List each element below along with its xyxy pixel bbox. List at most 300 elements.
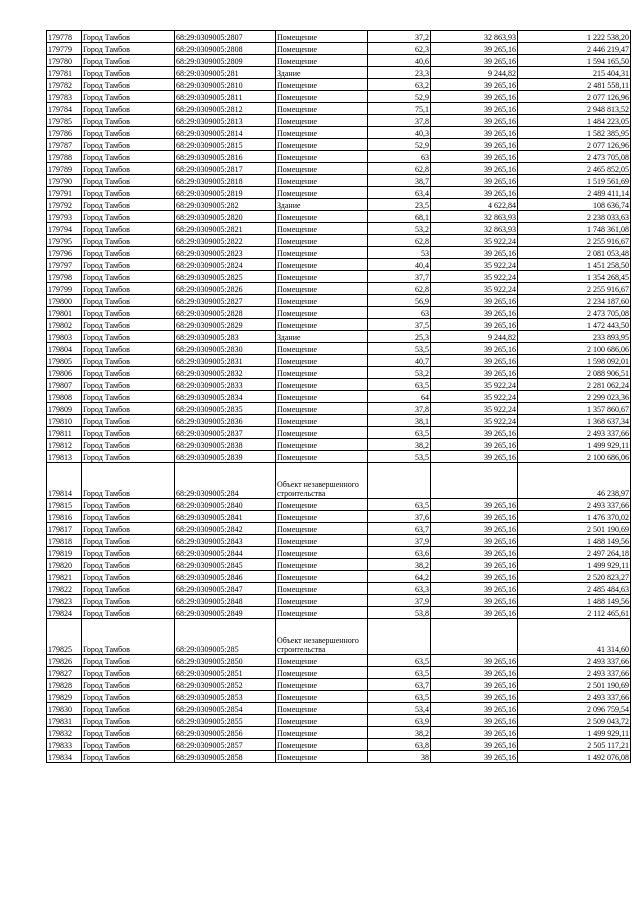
object-type-cell: Помещение (276, 103, 368, 115)
specific-value-cell: 39 265,16 (431, 175, 518, 187)
area-cell: 40,7 (368, 355, 431, 367)
cadastral-value-cell: 2 255 916,67 (518, 283, 631, 295)
cadastral-value-cell: 1 451 258,50 (518, 259, 631, 271)
district-cell: Город Тамбов (82, 739, 175, 751)
table-row (47, 103, 631, 115)
row-number-cell: 179782 (47, 79, 82, 91)
district-cell: Город Тамбов (82, 283, 175, 295)
object-type-cell: Помещение (276, 739, 368, 751)
area-cell: 53,2 (368, 367, 431, 379)
district-cell: Город Тамбов (82, 523, 175, 535)
table-row (47, 271, 631, 283)
object-type-cell: Помещение (276, 583, 368, 595)
object-type-cell: Помещение (276, 367, 368, 379)
specific-value-cell: 39 265,16 (431, 751, 518, 763)
district-cell: Город Тамбов (82, 295, 175, 307)
cadastral-number-cell: 68:29:0309005:2828 (175, 307, 276, 319)
row-number-cell: 179794 (47, 223, 82, 235)
cadastral-value-cell: 2 299 023,36 (518, 391, 631, 403)
cadastral-value-cell: 2 077 126,96 (518, 91, 631, 103)
cadastral-number-cell: 68:29:0309005:2847 (175, 583, 276, 595)
district-cell: Город Тамбов (82, 43, 175, 55)
cadastral-number-cell: 68:29:0309005:2821 (175, 223, 276, 235)
row-number-cell: 179778 (47, 31, 82, 43)
area-cell: 75,1 (368, 103, 431, 115)
cadastral-number-cell: 68:29:0309005:283 (175, 331, 276, 343)
cadastral-number-cell: 68:29:0309005:2812 (175, 103, 276, 115)
table-row (47, 727, 631, 739)
cadastral-number-cell: 68:29:0309005:2822 (175, 235, 276, 247)
object-type-cell: Помещение (276, 535, 368, 547)
cadastral-value-cell: 2 493 337,66 (518, 427, 631, 439)
table-row (47, 283, 631, 295)
cadastral-number-cell: 68:29:0309005:2826 (175, 283, 276, 295)
cadastral-number-cell: 68:29:0309005:2811 (175, 91, 276, 103)
area-cell: 63,5 (368, 691, 431, 703)
area-cell: 63,2 (368, 79, 431, 91)
cadastral-value-cell: 233 893,95 (518, 331, 631, 343)
cadastral-value-cell: 1 368 637,34 (518, 415, 631, 427)
specific-value-cell: 39 265,16 (431, 355, 518, 367)
row-number-cell: 179817 (47, 523, 82, 535)
specific-value-cell: 39 265,16 (431, 319, 518, 331)
district-cell: Город Тамбов (82, 103, 175, 115)
cadastral-value-cell: 2 077 126,96 (518, 139, 631, 151)
cadastral-number-cell: 68:29:0309005:2844 (175, 547, 276, 559)
cadastral-value-cell: 215 404,31 (518, 67, 631, 79)
cadastral-value-cell: 2 473 705,08 (518, 307, 631, 319)
district-cell: Город Тамбов (82, 679, 175, 691)
cadastral-value-cell: 2 255 916,67 (518, 235, 631, 247)
table-row (47, 151, 631, 163)
cadastral-value-cell: 2 473 705,08 (518, 151, 631, 163)
specific-value-cell: 9 244,82 (431, 67, 518, 79)
area-cell: 63,5 (368, 427, 431, 439)
specific-value-cell: 39 265,16 (431, 139, 518, 151)
district-cell: Город Тамбов (82, 223, 175, 235)
cadastral-value-cell: 108 636,74 (518, 199, 631, 211)
table-row (47, 79, 631, 91)
cadastral-value-cell: 2 481 558,11 (518, 79, 631, 91)
area-cell (368, 463, 431, 499)
cadastral-number-cell: 68:29:0309005:2853 (175, 691, 276, 703)
specific-value-cell: 39 265,16 (431, 247, 518, 259)
cadastral-value-cell: 1 354 268,45 (518, 271, 631, 283)
district-cell: Город Тамбов (82, 55, 175, 67)
object-type-cell: Помещение (276, 283, 368, 295)
area-cell: 63 (368, 151, 431, 163)
cadastral-value-cell: 2 112 465,61 (518, 607, 631, 619)
area-cell: 38 (368, 751, 431, 763)
row-number-cell: 179811 (47, 427, 82, 439)
table-row (47, 547, 631, 559)
specific-value-cell: 35 922,24 (431, 415, 518, 427)
table-row (47, 511, 631, 523)
object-type-cell: Помещение (276, 667, 368, 679)
district-cell: Город Тамбов (82, 595, 175, 607)
cadastral-number-cell: 68:29:0309005:2848 (175, 595, 276, 607)
cadastral-number-cell: 68:29:0309005:285 (175, 619, 276, 655)
row-number-cell: 179810 (47, 415, 82, 427)
specific-value-cell: 39 265,16 (431, 523, 518, 535)
table-row (47, 679, 631, 691)
district-cell: Город Тамбов (82, 331, 175, 343)
area-cell: 38,2 (368, 727, 431, 739)
cadastral-number-cell: 68:29:0309005:2837 (175, 427, 276, 439)
district-cell: Город Тамбов (82, 655, 175, 667)
cadastral-value-cell: 1 488 149,56 (518, 595, 631, 607)
cadastral-value-cell: 1 519 561,69 (518, 175, 631, 187)
district-cell: Город Тамбов (82, 751, 175, 763)
area-cell: 37,6 (368, 511, 431, 523)
cadastral-number-cell: 68:29:0309005:2825 (175, 271, 276, 283)
cadastral-number-cell: 68:29:0309005:2845 (175, 559, 276, 571)
table-row (47, 571, 631, 583)
district-cell: Город Тамбов (82, 31, 175, 43)
district-cell: Город Тамбов (82, 415, 175, 427)
object-type-cell: Помещение (276, 499, 368, 511)
row-number-cell: 179804 (47, 343, 82, 355)
table-row (47, 259, 631, 271)
row-number-cell: 179819 (47, 547, 82, 559)
specific-value-cell: 32 863,93 (431, 211, 518, 223)
cadastral-value-cell: 2 096 759,54 (518, 703, 631, 715)
row-number-cell: 179820 (47, 559, 82, 571)
cadastral-value-cell: 2 497 264,18 (518, 547, 631, 559)
area-cell: 40,3 (368, 127, 431, 139)
object-type-cell: Помещение (276, 559, 368, 571)
area-cell: 63,7 (368, 679, 431, 691)
district-cell: Город Тамбов (82, 403, 175, 415)
cadastral-number-cell: 68:29:0309005:2855 (175, 715, 276, 727)
district-cell: Город Тамбов (82, 79, 175, 91)
object-type-cell: Помещение (276, 523, 368, 535)
cadastral-value-cell: 2 081 053,48 (518, 247, 631, 259)
district-cell: Город Тамбов (82, 559, 175, 571)
row-number-cell: 179816 (47, 511, 82, 523)
table-row (47, 703, 631, 715)
object-type-cell: Помещение (276, 727, 368, 739)
table-row (47, 427, 631, 439)
specific-value-cell: 39 265,16 (431, 715, 518, 727)
cadastral-number-cell: 68:29:0309005:2850 (175, 655, 276, 667)
cadastral-value-cell: 2 948 813,52 (518, 103, 631, 115)
specific-value-cell: 39 265,16 (431, 583, 518, 595)
row-number-cell: 179800 (47, 295, 82, 307)
specific-value-cell: 39 265,16 (431, 547, 518, 559)
cadastral-value-cell: 1 472 443,50 (518, 319, 631, 331)
specific-value-cell: 39 265,16 (431, 439, 518, 451)
table-row (47, 583, 631, 595)
object-type-cell: Помещение (276, 163, 368, 175)
object-type-cell: Помещение (276, 319, 368, 331)
cadastral-value-cell: 1 582 385,95 (518, 127, 631, 139)
object-type-cell: Помещение (276, 415, 368, 427)
row-number-cell: 179827 (47, 667, 82, 679)
row-number-cell: 179788 (47, 151, 82, 163)
district-cell: Город Тамбов (82, 607, 175, 619)
cadastral-value-cell: 2 501 190,69 (518, 679, 631, 691)
cadastral-value-cell: 2 485 484,63 (518, 583, 631, 595)
row-number-cell: 179783 (47, 91, 82, 103)
district-cell: Город Тамбов (82, 247, 175, 259)
specific-value-cell: 39 265,16 (431, 655, 518, 667)
table-row (47, 439, 631, 451)
object-type-cell: Помещение (276, 307, 368, 319)
area-cell: 37,9 (368, 595, 431, 607)
cadastral-number-cell: 68:29:0309005:2831 (175, 355, 276, 367)
object-type-cell: Помещение (276, 427, 368, 439)
specific-value-cell: 39 265,16 (431, 79, 518, 91)
cadastral-value-cell: 1 499 929,11 (518, 439, 631, 451)
district-cell: Город Тамбов (82, 175, 175, 187)
table-row (47, 451, 631, 463)
row-number-cell: 179812 (47, 439, 82, 451)
district-cell: Город Тамбов (82, 259, 175, 271)
row-number-cell: 179805 (47, 355, 82, 367)
cadastral-value-cell: 1 484 223,05 (518, 115, 631, 127)
cadastral-value-cell: 2 509 043,72 (518, 715, 631, 727)
table-body (47, 31, 631, 763)
district-cell: Город Тамбов (82, 319, 175, 331)
area-cell: 37,8 (368, 403, 431, 415)
cadastral-number-cell: 68:29:0309005:2820 (175, 211, 276, 223)
specific-value-cell: 32 863,93 (431, 223, 518, 235)
specific-value-cell: 32 863,93 (431, 31, 518, 43)
table-row (47, 91, 631, 103)
cadastral-number-cell: 68:29:0309005:2836 (175, 415, 276, 427)
row-number-cell: 179789 (47, 163, 82, 175)
table-row (47, 31, 631, 43)
object-type-cell: Помещение (276, 127, 368, 139)
cadastral-number-cell: 68:29:0309005:2823 (175, 247, 276, 259)
area-cell: 63,7 (368, 523, 431, 535)
table-row (47, 163, 631, 175)
cadastral-value-cell: 2 493 337,66 (518, 691, 631, 703)
area-cell: 53,2 (368, 223, 431, 235)
cadastral-value-cell: 2 446 219,47 (518, 43, 631, 55)
table-row (47, 751, 631, 763)
specific-value-cell: 39 265,16 (431, 367, 518, 379)
row-number-cell: 179833 (47, 739, 82, 751)
table-row (47, 463, 631, 499)
district-cell: Город Тамбов (82, 391, 175, 403)
table-row (47, 295, 631, 307)
district-cell: Город Тамбов (82, 307, 175, 319)
cadastral-value-cell: 1 598 092,01 (518, 355, 631, 367)
object-type-cell: Помещение (276, 391, 368, 403)
district-cell: Город Тамбов (82, 463, 175, 499)
specific-value-cell: 39 265,16 (431, 607, 518, 619)
area-cell: 53,4 (368, 703, 431, 715)
object-type-cell: Помещение (276, 607, 368, 619)
cadastral-number-cell: 68:29:0309005:2818 (175, 175, 276, 187)
object-type-cell: Объект незавершенного строительства (276, 619, 368, 655)
specific-value-cell: 39 265,16 (431, 103, 518, 115)
area-cell: 53,5 (368, 451, 431, 463)
area-cell: 25,3 (368, 331, 431, 343)
object-type-cell: Помещение (276, 355, 368, 367)
area-cell: 63,3 (368, 583, 431, 595)
cadastral-number-cell: 68:29:0309005:2809 (175, 55, 276, 67)
object-type-cell: Помещение (276, 175, 368, 187)
table-row (47, 67, 631, 79)
row-number-cell: 179830 (47, 703, 82, 715)
cadastral-value-cell: 2 088 906,51 (518, 367, 631, 379)
cadastral-number-cell: 68:29:0309005:2858 (175, 751, 276, 763)
cadastral-value-cell: 2 489 411,14 (518, 187, 631, 199)
row-number-cell: 179807 (47, 379, 82, 391)
area-cell: 40,6 (368, 55, 431, 67)
table-row (47, 655, 631, 667)
cadastral-value-cell: 2 493 337,66 (518, 667, 631, 679)
area-cell: 62,8 (368, 235, 431, 247)
area-cell: 62,8 (368, 163, 431, 175)
area-cell: 63,4 (368, 187, 431, 199)
specific-value-cell: 39 265,16 (431, 163, 518, 175)
object-type-cell: Помещение (276, 403, 368, 415)
object-type-cell: Помещение (276, 511, 368, 523)
table-row (47, 247, 631, 259)
object-type-cell: Помещение (276, 595, 368, 607)
object-type-cell: Помещение (276, 211, 368, 223)
specific-value-cell: 39 265,16 (431, 343, 518, 355)
table-row (47, 175, 631, 187)
cadastral-value-cell: 46 238,97 (518, 463, 631, 499)
cadastral-number-cell: 68:29:0309005:2816 (175, 151, 276, 163)
area-cell: 37,9 (368, 535, 431, 547)
district-cell: Город Тамбов (82, 691, 175, 703)
row-number-cell: 179790 (47, 175, 82, 187)
table-row (47, 55, 631, 67)
object-type-cell: Помещение (276, 115, 368, 127)
district-cell: Город Тамбов (82, 355, 175, 367)
table-row (47, 199, 631, 211)
object-type-cell: Помещение (276, 187, 368, 199)
cadastral-number-cell: 68:29:0309005:2813 (175, 115, 276, 127)
specific-value-cell: 39 265,16 (431, 187, 518, 199)
cadastral-number-cell: 68:29:0309005:282 (175, 199, 276, 211)
area-cell: 38,1 (368, 415, 431, 427)
cadastral-value-cell: 2 100 686,06 (518, 451, 631, 463)
row-number-cell: 179786 (47, 127, 82, 139)
object-type-cell: Помещение (276, 151, 368, 163)
district-cell: Город Тамбов (82, 439, 175, 451)
table-row (47, 319, 631, 331)
object-type-cell: Помещение (276, 439, 368, 451)
specific-value-cell: 39 265,16 (431, 499, 518, 511)
area-cell: 37,8 (368, 115, 431, 127)
specific-value-cell: 39 265,16 (431, 535, 518, 547)
table-row (47, 403, 631, 415)
district-cell: Город Тамбов (82, 703, 175, 715)
object-type-cell: Помещение (276, 691, 368, 703)
cadastral-number-cell: 68:29:0309005:2857 (175, 739, 276, 751)
specific-value-cell: 39 265,16 (431, 571, 518, 583)
object-type-cell: Помещение (276, 223, 368, 235)
area-cell: 23,5 (368, 199, 431, 211)
area-cell: 52,9 (368, 91, 431, 103)
area-cell: 63,5 (368, 499, 431, 511)
district-cell: Город Тамбов (82, 211, 175, 223)
district-cell: Город Тамбов (82, 187, 175, 199)
cadastral-value-cell: 1 499 929,11 (518, 727, 631, 739)
row-number-cell: 179803 (47, 331, 82, 343)
specific-value-cell: 39 265,16 (431, 595, 518, 607)
object-type-cell: Помещение (276, 271, 368, 283)
area-cell: 63 (368, 307, 431, 319)
district-cell: Город Тамбов (82, 427, 175, 439)
district-cell: Город Тамбов (82, 343, 175, 355)
district-cell: Город Тамбов (82, 91, 175, 103)
row-number-cell: 179822 (47, 583, 82, 595)
area-cell: 63,6 (368, 547, 431, 559)
table-row (47, 343, 631, 355)
row-number-cell: 179785 (47, 115, 82, 127)
area-cell: 62,8 (368, 283, 431, 295)
district-cell: Город Тамбов (82, 499, 175, 511)
table-row (47, 43, 631, 55)
object-type-cell: Помещение (276, 247, 368, 259)
object-type-cell: Помещение (276, 79, 368, 91)
cadastral-number-cell: 68:29:0309005:2851 (175, 667, 276, 679)
object-type-cell: Помещение (276, 451, 368, 463)
area-cell: 63,5 (368, 667, 431, 679)
specific-value-cell: 39 265,16 (431, 295, 518, 307)
area-cell: 37,2 (368, 31, 431, 43)
cadastral-value-cell: 2 520 823,27 (518, 571, 631, 583)
area-cell: 38,2 (368, 559, 431, 571)
specific-value-cell: 35 922,24 (431, 259, 518, 271)
specific-value-cell: 4 622,84 (431, 199, 518, 211)
row-number-cell: 179815 (47, 499, 82, 511)
row-number-cell: 179828 (47, 679, 82, 691)
area-cell: 40,4 (368, 259, 431, 271)
cadastral-value-cell: 2 234 187,60 (518, 295, 631, 307)
cadastral-value-cell: 1 748 361,08 (518, 223, 631, 235)
cadastral-value-cell: 1 357 860,67 (518, 403, 631, 415)
table-row (47, 415, 631, 427)
cadastral-number-cell: 68:29:0309005:281 (175, 67, 276, 79)
row-number-cell: 179799 (47, 283, 82, 295)
area-cell: 37,7 (368, 271, 431, 283)
table-row (47, 499, 631, 511)
cadastral-number-cell: 68:29:0309005:284 (175, 463, 276, 499)
district-cell: Город Тамбов (82, 271, 175, 283)
district-cell: Город Тамбов (82, 571, 175, 583)
object-type-cell: Здание (276, 331, 368, 343)
table-row (47, 595, 631, 607)
cadastral-number-cell: 68:29:0309005:2834 (175, 391, 276, 403)
row-number-cell: 179787 (47, 139, 82, 151)
object-type-cell: Объект незавершенного строительства (276, 463, 368, 499)
specific-value-cell: 9 244,82 (431, 331, 518, 343)
object-type-cell: Помещение (276, 571, 368, 583)
cadastral-number-cell: 68:29:0309005:2817 (175, 163, 276, 175)
area-cell: 56,9 (368, 295, 431, 307)
district-cell: Город Тамбов (82, 547, 175, 559)
specific-value-cell: 39 265,16 (431, 559, 518, 571)
cadastral-value-table (46, 30, 631, 763)
row-number-cell: 179781 (47, 67, 82, 79)
table-row (47, 139, 631, 151)
object-type-cell: Помещение (276, 715, 368, 727)
object-type-cell: Помещение (276, 655, 368, 667)
area-cell: 53,8 (368, 607, 431, 619)
table-row (47, 559, 631, 571)
cadastral-number-cell: 68:29:0309005:2839 (175, 451, 276, 463)
specific-value-cell: 35 922,24 (431, 271, 518, 283)
